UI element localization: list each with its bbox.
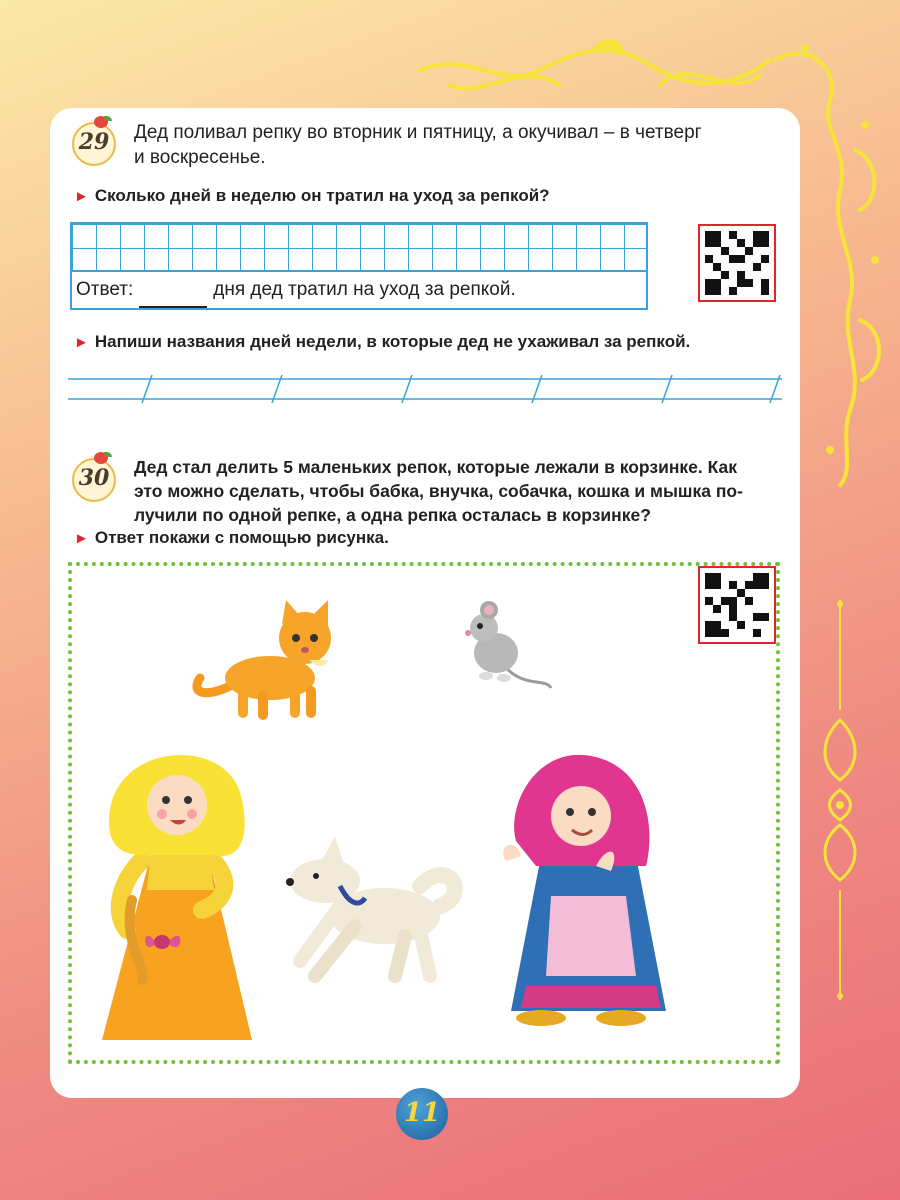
arrow-icon: ► <box>74 530 89 547</box>
task-30-question: ► Ответ покажи с помощью рисунка. <box>74 528 389 547</box>
arrow-icon: ► <box>74 334 89 351</box>
task-29-question-1: ► Сколько дней в неделю он тратил на уход за репкой? <box>74 186 550 205</box>
task-29-question-2: ► Напиши названия дней недели, в которые дед не ухаживал за репкой. <box>74 332 691 351</box>
task-29-number: 29 <box>78 129 110 155</box>
task-30-text-line-3: лучили по одной репке, а одна репка осталась в корзинке? <box>134 505 651 525</box>
task-29-text-line-1: Дед поливал репку во вторник и пятницу, а окучивал – в четверг <box>134 122 702 143</box>
task-30-text-line-1: Дед стал делить 5 маленьких репок, которые лежали в корзинке. Как <box>134 457 738 477</box>
answer-suffix: дня дед тратил на уход за репкой. <box>213 279 516 300</box>
task-29-text-line-2: и воскресенье. <box>134 147 266 168</box>
page-number: 11 <box>403 1098 441 1128</box>
qr-code-2[interactable] <box>698 566 776 644</box>
task-29-badge <box>68 116 122 170</box>
answer-sentence-box <box>70 270 648 310</box>
page-number-ball <box>388 1086 460 1142</box>
qr-code-icon <box>705 231 769 295</box>
answer-prefix: Ответ: <box>76 279 134 300</box>
qr-code-icon <box>705 573 769 637</box>
dog-illustration <box>280 836 470 986</box>
handwriting-lines[interactable] <box>68 372 782 406</box>
mouse-illustration <box>456 598 556 698</box>
qr-code-1[interactable] <box>698 224 776 302</box>
side-ornament <box>818 600 862 1000</box>
task-30-number: 30 <box>78 465 110 491</box>
arrow-icon: ► <box>74 188 89 205</box>
grandmother-illustration <box>496 746 676 1036</box>
task-30-text-line-2: это можно сделать, чтобы бабка, внучка, собачка, кошка и мышка по- <box>134 481 743 501</box>
cat-illustration <box>190 598 350 728</box>
task-30-badge <box>68 452 122 506</box>
granddaughter-illustration <box>92 740 262 1050</box>
answer-blank-field[interactable] <box>139 286 207 308</box>
answer-grid[interactable] <box>70 222 648 270</box>
